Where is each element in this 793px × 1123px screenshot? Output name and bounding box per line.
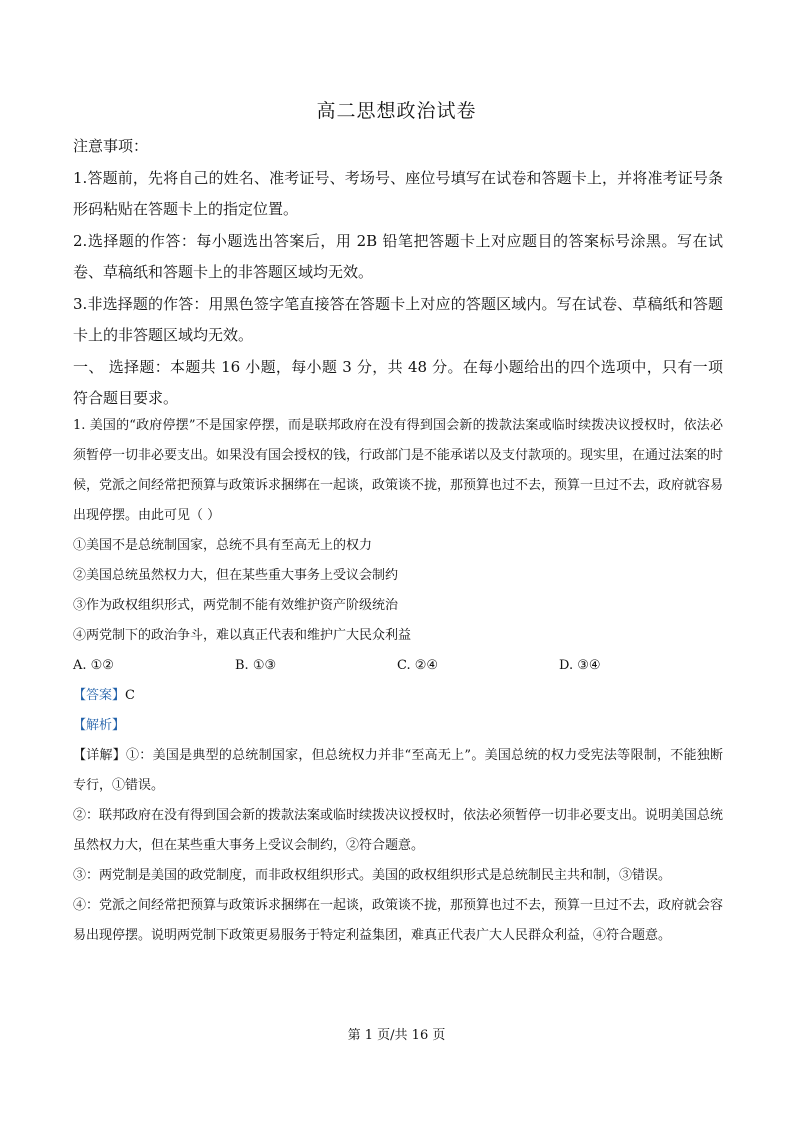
analysis-heading	[73, 711, 723, 741]
answer-tag: 【答案】	[73, 688, 126, 703]
section-instruction: 一、 选择题：本题共 16 小题，每小题 3 分，共 48 分。在每小题给出的四个选项中，只有一项符合题目要求。	[73, 357, 723, 407]
analysis-1	[73, 741, 723, 801]
question-stem: 1. 美国的“政府停摆”不是国家停摆，而是联邦政府在没有得到国会新的拨款法案或临时续拨决议授权时，依法必须暂停一切非必要支出。如果没有国会授权的钱，行政部门是不能承诺以及支付款项的。现实里，在通过法案的时候，党派之间经常把预算与政策诉求捆绑在一起谈，政策谈不拢，那预算也过不去，预算一旦过不去，政府就容易出现停摆。由此可见（ ）	[73, 418, 724, 523]
answer-options	[73, 651, 723, 681]
notice-item-2: 2.选择题的作答：每小题选出答案后，用 2B 铅笔把答题卡上对应题目的答案标号涂黑。写在试卷、草稿纸和答题卡上的非答题区域均无效。	[73, 231, 723, 281]
document-title: 高二思想政治试卷	[316, 100, 477, 122]
analysis-tag: 【解析】	[73, 718, 126, 733]
statement-4: ④两党制下的政治争斗，难以真正代表和维护广大民众利益	[73, 628, 412, 643]
notice-item-3: 3.非选择题的作答：用黑色签字笔直接答在答题卡上对应的答题区域内。写在试卷、草稿纸和答题卡上的非答题区域均无效。	[73, 294, 723, 344]
option-d: D. ③④	[559, 658, 601, 673]
option-c: C. ②④	[397, 658, 439, 673]
analysis-text-1: ①：美国是典型的总统制国家，但总统权力并非“至高无上”。美国总统的权力受宪法等限制，不能独断专行，①错误。	[73, 748, 723, 793]
detail-tag: 【详解】	[73, 748, 127, 763]
question-1	[73, 411, 723, 951]
option-b: B. ①③	[235, 658, 277, 673]
analysis-4: ④：党派之间经常把预算与政策诉求捆绑在一起谈，政策谈不拢，那预算也过不去，预算一旦过不去，政府就会容易出现停摆。说明两党制下政策更易服务于特定利益集团，难真正代表广大人民群众利益，④符合题意。	[73, 898, 724, 943]
statement-2: ②美国总统虽然权力大，但在某些重大事务上受议会制约	[73, 568, 399, 583]
analysis-2: ②：联邦政府在没有得到国会新的拨款法案或临时续拨决议授权时，依法必须暂停一切非必要支出。说明美国总统虽然权力大，但在某些重大事务上受议会制约，②符合题意。	[73, 808, 724, 853]
notice-heading: 注意事项：	[73, 137, 149, 155]
option-a: A. ①②	[73, 658, 114, 673]
answer-value: C	[125, 688, 135, 703]
statement-3: ③作为政权组织形式，两党制不能有效维护资产阶级统治	[73, 598, 399, 613]
answer-line	[73, 681, 723, 711]
analysis-3: ③：两党制是美国的政党制度，而非政权组织形式。美国的政权组织形式是总统制民主共和制，③错误。	[73, 868, 672, 883]
notice-item-1: 1.答题前，先将自己的姓名、准考证号、考场号、座位号填写在试卷和答题卡上，并将准考证号条形码粘贴在答题卡上的指定位置。	[73, 168, 723, 218]
page-footer: 第 1 页/共 16 页	[347, 1028, 446, 1043]
statement-1: ①美国不是总统制国家，总统不具有至高无上的权力	[73, 538, 373, 553]
notice-section	[73, 131, 723, 415]
